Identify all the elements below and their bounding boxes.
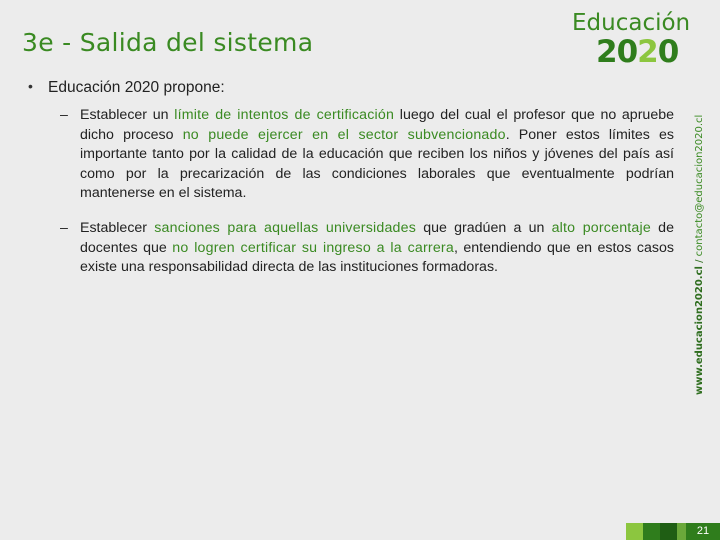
side-email: contacto@educacion2020.cl [694, 114, 705, 257]
decor-square [643, 523, 660, 540]
page-number: 21 [686, 523, 720, 540]
logo-year-part-b: 2 [637, 34, 658, 70]
side-contact [694, 115, 705, 395]
dash-marker: – [60, 220, 68, 236]
side-separator: / [694, 256, 705, 267]
sub-item-2-text [80, 219, 674, 278]
highlight-text: alto porcentaje [551, 220, 651, 236]
logo-wordmark: Educación [572, 10, 691, 36]
logo-year-part-a: 20 [596, 34, 638, 70]
logo-year-part-c: 0 [657, 34, 679, 70]
text-run: luego del cual el profesor que no apruebe dicho proceso [80, 107, 674, 143]
logo-year [596, 34, 678, 70]
text-run: . Poner estos límites es importante tanto por la calidad de la educación que reciben los niños y jóvenes del país así como por la precarización de las condiciones laborales que eventualmente podrían mantenerse en el sistema. [80, 126, 675, 201]
text-run: Establecer [80, 220, 155, 236]
decor-square [660, 523, 677, 540]
highlight-text: límite de intentos de certificación [174, 107, 395, 123]
dash-marker: – [60, 107, 68, 123]
highlight-text: no puede ejercer en el sector subvencionado [182, 126, 506, 143]
highlight-text: sanciones para aquellas universidades [154, 220, 417, 236]
text-run: Establecer un [80, 107, 175, 123]
bullet-marker: • [28, 78, 33, 94]
sub-item-2 [60, 219, 674, 278]
highlight-text: no logren certificar su ingreso a la carrera [172, 239, 454, 256]
sub-item-1 [60, 106, 674, 204]
bullet-text: Educación 2020 propone: [48, 79, 225, 96]
side-url: www.educacion2020.cl [694, 266, 705, 395]
text-run: de docentes que [80, 220, 674, 256]
text-run: , entendiendo que en estos casos existe una responsabilidad directa de las instituciones formadoras. [80, 239, 674, 275]
text-run: que gradúen a un [416, 220, 552, 236]
decor-square [626, 523, 643, 540]
slide-title: 3e - Salida del sistema [22, 28, 314, 57]
sub-item-1-text [80, 106, 674, 204]
